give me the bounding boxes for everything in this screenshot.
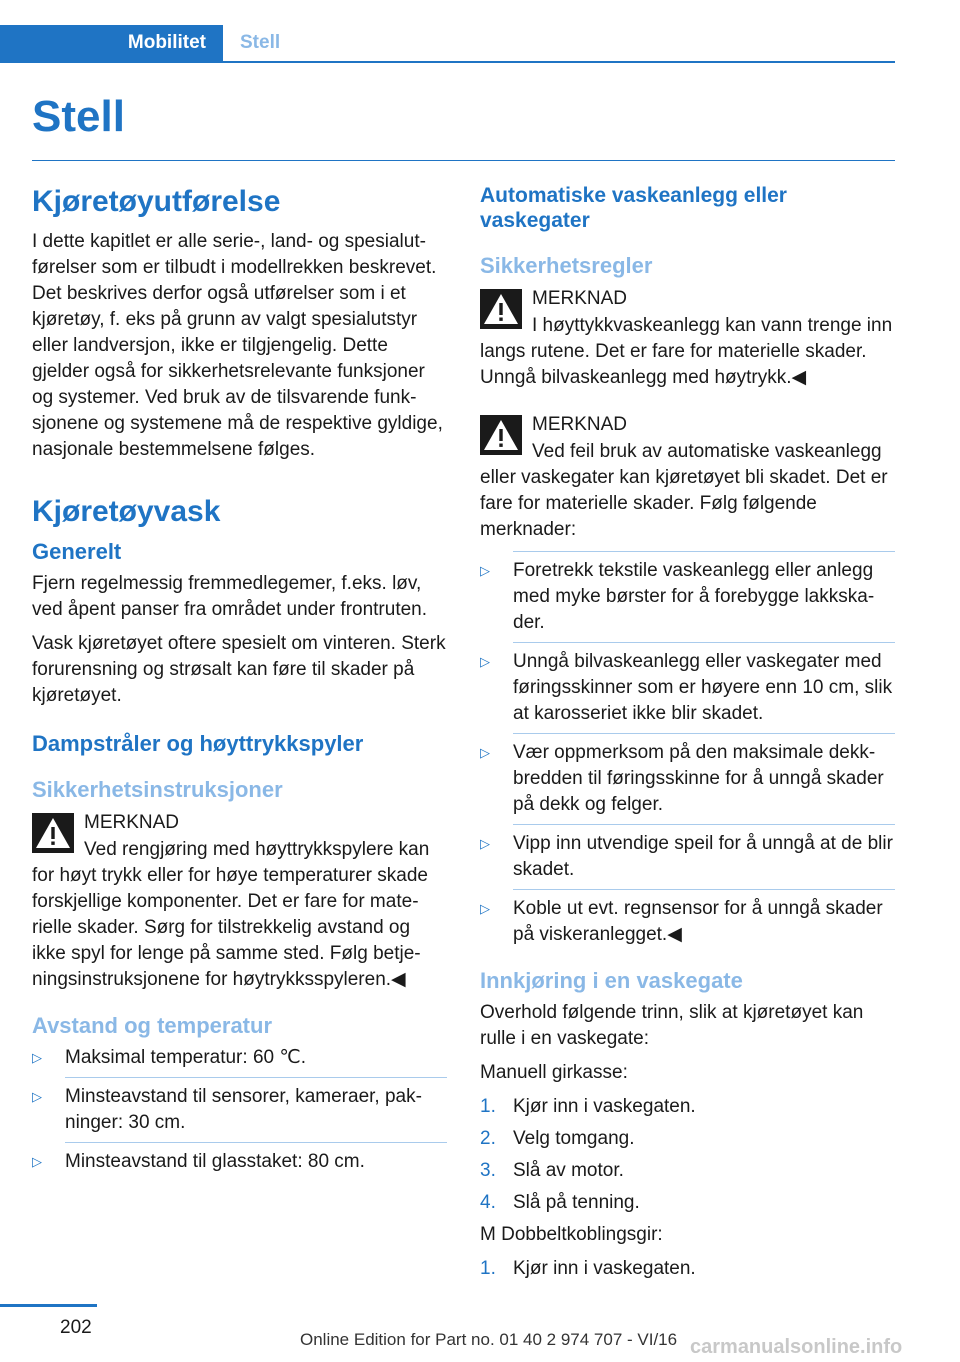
left-column bbox=[32, 183, 447, 1181]
chapter-tab-bar bbox=[0, 25, 895, 63]
note-text: Ved feil bruk av automatiske vaskeanlegg eller vaskegater kan kjøretøyet bli skadet. Det er fare for materielle skader. Følg følgende merknader: bbox=[480, 441, 888, 540]
title-rule bbox=[32, 160, 895, 161]
list-item: ▷ Foretrekk tekstile vaskeanlegg eller anlegg med myke børster for å forebygge lakkskader. bbox=[480, 551, 895, 636]
heading-utforelse: Kjøretøyutførelse bbox=[32, 185, 281, 218]
paragraph-dobbelt: M Dobbeltkoblingsgir: bbox=[480, 1224, 663, 1245]
heading-avstand: Avstand og temperatur bbox=[32, 1013, 273, 1038]
watermark: carmanualsonline.info bbox=[690, 1336, 903, 1358]
warning-triangle-icon bbox=[480, 415, 522, 455]
paragraph-generelt-1: Fjern regelmessig fremmedlegemer, f.eks. løv, ved åpent panser fra området under frontruten. bbox=[32, 573, 428, 620]
triangle-right-icon: ▷ bbox=[32, 1089, 42, 1104]
edition-footer: Online Edition for Part no. 01 40 2 974 707 - VI/16 bbox=[300, 1330, 678, 1349]
auto-list bbox=[480, 551, 895, 948]
list-item: 4. Slå på tenning. bbox=[480, 1192, 640, 1213]
heading-sikkerhetsregler: Sikkerhetsregler bbox=[480, 253, 653, 278]
heading-vask: Kjøretøyvask bbox=[32, 495, 221, 528]
heading-generelt: Generelt bbox=[32, 539, 122, 564]
avstand-list bbox=[32, 1045, 447, 1175]
page-number: 202 bbox=[60, 1317, 92, 1338]
list-item: ▷ Minsteavstand til glasstaket: 80 cm. bbox=[32, 1142, 447, 1175]
tab-mobilitet[interactable]: Mobilitet bbox=[0, 25, 223, 61]
warning-triangle-icon bbox=[32, 813, 74, 853]
list-item: 2. Velg tomgang. bbox=[480, 1128, 635, 1149]
list-item: 3. Slå av motor. bbox=[480, 1160, 624, 1181]
heading-sikkerhet: Sikkerhetsinstruksjoner bbox=[32, 777, 283, 802]
triangle-right-icon: ▷ bbox=[480, 745, 490, 760]
right-column bbox=[480, 183, 895, 1288]
note-vann bbox=[480, 285, 895, 391]
note-feilbruk bbox=[480, 411, 895, 543]
note-text: I høyttykkvaskeanlegg kan vann trenge inn langs rutene. Det er fare for materielle skader. Unngå bilvaskeanlegg med høytrykk.◀ bbox=[480, 315, 893, 388]
triangle-right-icon: ▷ bbox=[480, 563, 490, 578]
triangle-right-icon: ▷ bbox=[480, 836, 490, 851]
paragraph-manuell: Manuell girkasse: bbox=[480, 1062, 628, 1083]
heading-auto: Automatiske vaskeanlegg eller vaskegater bbox=[480, 184, 787, 232]
list-item: ▷ Vær oppmerksom på den maksimale dekkbredden til føringsskinne for å unngå skader på dekk og felger. bbox=[480, 733, 895, 818]
list-item: 1. Kjør inn i vaskegaten. bbox=[480, 1096, 696, 1117]
triangle-right-icon: ▷ bbox=[480, 654, 490, 669]
list-item: ▷ Unngå bilvaskeanlegg eller vaskegater med føringsskinner som er høyere enn 10 cm, slik at karosseriet ikke blir skadet. bbox=[480, 642, 895, 727]
paragraph-innkjoring: Overhold følgende trinn, slik at kjøretøyet kan rulle i en vaskegate: bbox=[480, 1002, 864, 1049]
dobbelt-steps bbox=[480, 1256, 895, 1282]
page-number-rule bbox=[0, 1304, 97, 1307]
note-label: MERKNAD bbox=[532, 288, 628, 309]
triangle-right-icon: ▷ bbox=[480, 901, 490, 916]
list-item: ▷ Maksimal temperatur: 60 ℃. bbox=[32, 1045, 447, 1071]
heading-innkjoring: Innkjøring i en vaskegate bbox=[480, 968, 743, 993]
list-item: ▷ Koble ut evt. regnsensor for å unngå skader på viskeranlegget.◀ bbox=[480, 889, 895, 948]
paragraph-generelt-2: Vask kjøretøyet oftere spesielt om vinteren. Sterk forurensning og strøsalt kan føre til skader på kjøretøyet. bbox=[32, 633, 446, 706]
manuell-steps bbox=[480, 1094, 895, 1216]
list-item: 1. Kjør inn i vaskegaten. bbox=[480, 1258, 696, 1279]
paragraph-utforelse: I dette kapitlet er alle serie-, land- og spesialutførelser som er tilbudt i modellrekken beskrevet. Det beskrives derfor også utførelser som i et kjøretøy, f. eks på grunn av valgt spesialutstyr eller landversjon, ikke er tilgjengelig. Dette gjelder også for sikkerhetsrelevante funksjoner og systemer. Ved bruk av de tilsvarende funksjonene og systemene må de respektive gyldige, nasjonale bestemmelsene følges. bbox=[32, 231, 443, 460]
heading-damp: Dampstråler og høyttrykkspyler bbox=[32, 731, 364, 756]
chapter-title: Stell bbox=[32, 92, 125, 141]
note-label: MERKNAD bbox=[532, 414, 628, 435]
list-item: ▷ Vipp inn utvendige speil for å unngå at de blir skadet. bbox=[480, 824, 895, 883]
note-label: MERKNAD bbox=[84, 812, 180, 833]
triangle-right-icon: ▷ bbox=[32, 1154, 42, 1169]
tab-stell[interactable]: Stell bbox=[240, 32, 281, 53]
note-hoytrykk bbox=[32, 809, 447, 993]
triangle-right-icon: ▷ bbox=[32, 1050, 42, 1065]
list-item: ▷ Minsteavstand til sensorer, kameraer, pakninger: 30 cm. bbox=[32, 1077, 447, 1136]
note-text: Ved rengjøring med høyttrykkspylere kan for høyt trykk eller for høye temperaturer skade forskjellige komponenter. Det er fare for materielle skader. Sørg for tilstrekkelig avstand og ikke spyl for lenge på samme sted. Følg betjeningsinstruksjonene for høytrykksspyleren.◀ bbox=[32, 839, 430, 990]
warning-triangle-icon bbox=[480, 289, 522, 329]
